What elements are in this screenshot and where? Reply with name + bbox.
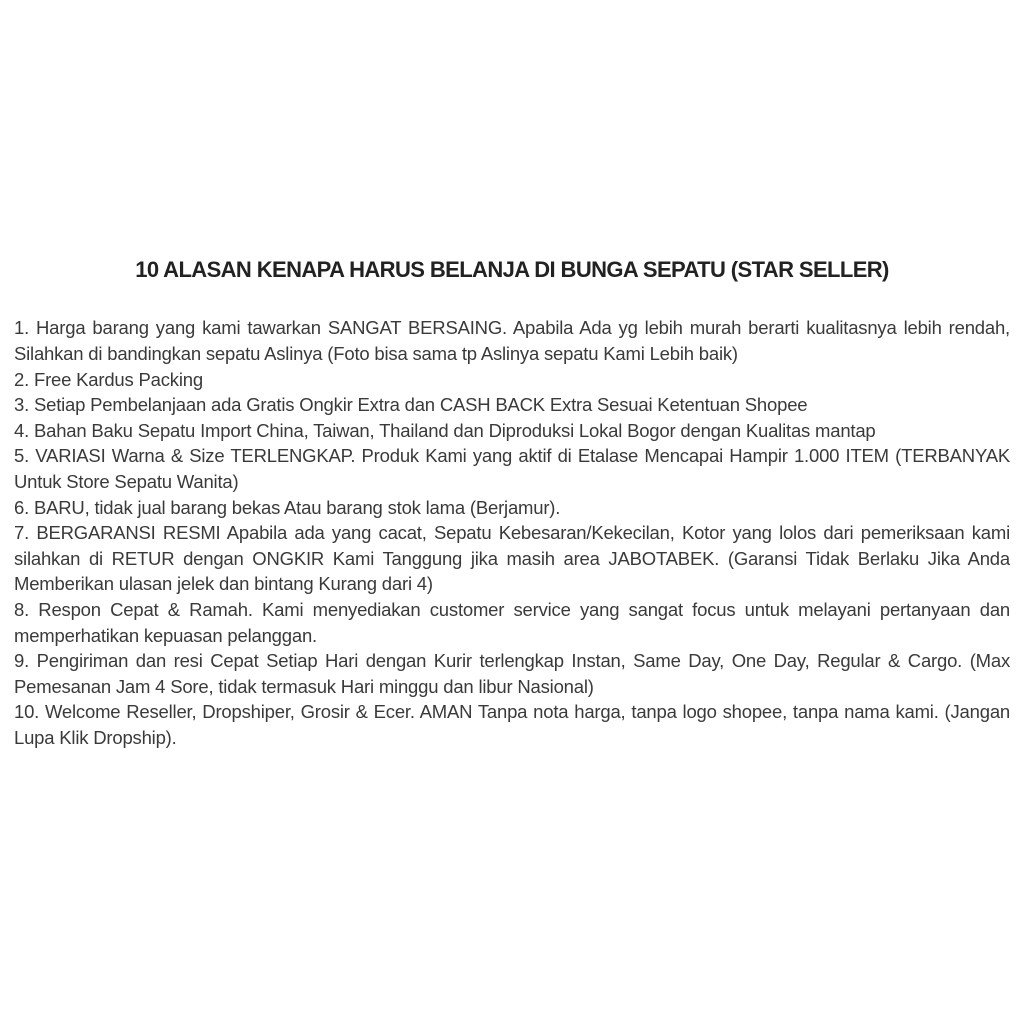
list-item-2: 2. Free Kardus Packing bbox=[14, 368, 203, 390]
list-item-4: 4. Bahan Baku Sepatu Import China, Taiwan, Thailand dan Diproduksi Lokal Bogor dengan Kualitas mantap bbox=[14, 419, 876, 441]
list-item-10: 10. Welcome Reseller, Dropshiper, Grosir & Ecer. AMAN Tanpa nota harga, tanpa logo shopee, tanpa nama kami. (Jangan Lupa Klik Dropship). bbox=[14, 701, 1010, 748]
list-item-5: 5. VARIASI Warna & Size TERLENGKAP. Produk Kami yang aktif di Etalase Mencapai Hampir 1.000 ITEM (TERBANYAK Untuk Store Sepatu Wanita) bbox=[14, 445, 1010, 492]
list-item-8: 8. Respon Cepat & Ramah. Kami menyediakan customer service yang sangat focus untuk melayani pertanyaan dan memperhatikan kepuasan pelanggan. bbox=[14, 598, 1010, 646]
list-item-7: 7. BERGARANSI RESMI Apabila ada yang cacat, Sepatu Kebesaran/Kekecilan, Kotor yang lolos dari pemeriksaan kami silahkan di RETUR dengan ONGKIR Kami Tanggung jika masih area JABOTABEK. (Garansi Tidak Berlaku Jika Anda Memberikan ulasan jelek dan bintang Kurang dari 4) bbox=[14, 522, 1010, 595]
list-item-9: 9. Pengiriman dan resi Cepat Setiap Hari dengan Kurir terlengkap Instan, Same Day, One Day, Regular & Cargo. (Max Pemesanan Jam 4 Sore, tidak termasuk Hari minggu dan libur Nasional) bbox=[14, 650, 1010, 697]
reasons-list bbox=[14, 315, 1010, 750]
list-item-3: 3. Setiap Pembelanjaan ada Gratis Ongkir Extra dan CASH BACK Extra Sesuai Ketentuan Shopee bbox=[14, 394, 808, 416]
list-item-1: 1. Harga barang yang kami tawarkan SANGAT BERSAING. Apabila Ada yg lebih murah berarti kualitasnya lebih rendah, Silahkan di bandingkan sepatu Aslinya (Foto bisa sama tp Aslinya sepatu Kami Lebih baik) bbox=[14, 317, 1010, 364]
list-item-6: 6. BARU, tidak jual barang bekas Atau barang stok lama (Berjamur). bbox=[14, 496, 561, 518]
page-title: 10 ALASAN KENAPA HARUS BELANJA DI BUNGA SEPATU (STAR SELLER) bbox=[135, 257, 889, 282]
